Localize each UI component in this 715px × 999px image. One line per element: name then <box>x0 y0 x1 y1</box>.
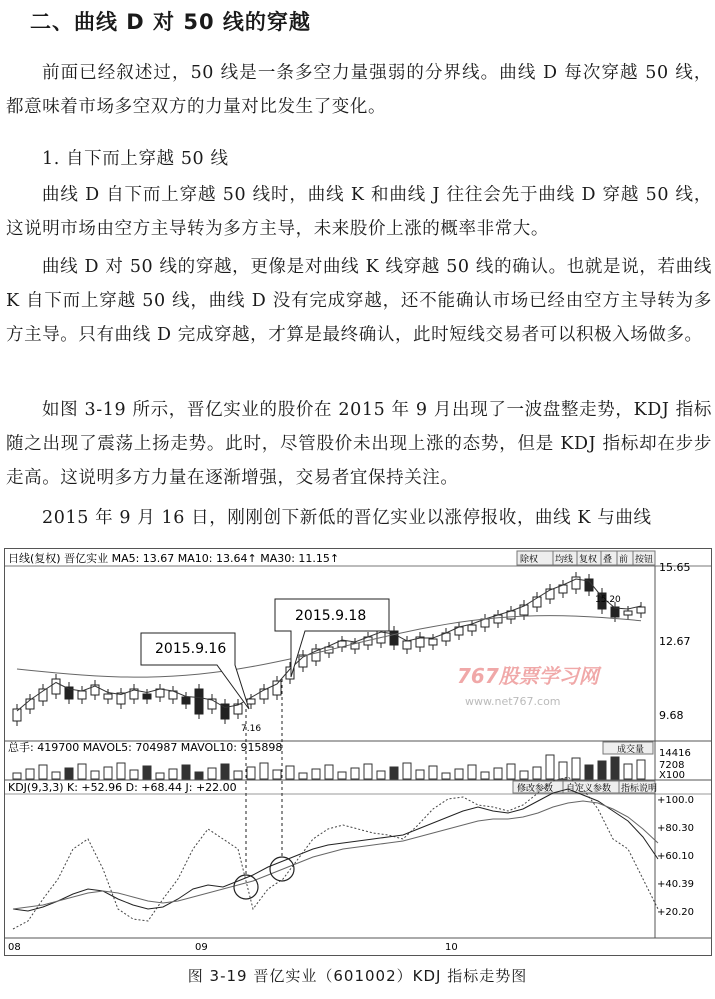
volume-bar <box>572 758 580 779</box>
volume-bar <box>39 765 47 779</box>
x-label-09: 09 <box>195 942 208 953</box>
stock-chart-figure <box>4 548 712 956</box>
figure-caption: 图 3-19 晋亿实业（601002）KDJ 指标走势图 <box>187 967 528 985</box>
volume-tick-1: 14416 <box>659 748 691 759</box>
price-header: 日线(复权) 晋亿实业 MA5: 13.67 MA10: 13.64↑ MA30: 11.15↑ <box>8 552 340 565</box>
volume-bar <box>455 769 463 779</box>
volume-bar <box>338 772 346 779</box>
x-label-08: 08 <box>8 942 21 953</box>
volume-bar <box>546 755 554 779</box>
volume-bar <box>169 769 177 779</box>
volume-bar <box>520 771 528 779</box>
volume-bar <box>299 773 307 779</box>
paragraph-2: 曲线 D 自下而上穿越 50 线时，曲线 K 和曲线 J 往往会先于曲线 D 穿越 50 线，这说明市场由空方主导转为多方主导，未来股价上涨的概率非常大。 <box>6 185 712 239</box>
volume-tick-2: 7208 <box>659 760 685 771</box>
volume-bar <box>130 770 138 779</box>
volume-bar <box>637 760 645 779</box>
volume-header: 总手: 419700 MAVOL5: 704987 MAVOL10: 915898 <box>8 741 283 754</box>
low-label: 7.16 <box>241 724 262 734</box>
volume-bar <box>416 770 424 779</box>
candle-body <box>637 607 645 613</box>
candle-body <box>429 639 437 645</box>
volume-bar <box>442 773 450 779</box>
section-heading: 二、曲线 D 对 50 线的穿越 <box>30 10 311 34</box>
kdj-tick-40: +40.39 <box>657 879 695 890</box>
volume-bars <box>13 755 645 779</box>
volume-bar <box>468 765 476 779</box>
volume-bar <box>247 767 255 779</box>
volume-bar <box>182 765 190 779</box>
volume-bar <box>624 764 632 779</box>
kdj-btn-custom[interactable]: 自定义参数 <box>566 784 612 794</box>
volume-bar <box>208 768 216 779</box>
volume-bar <box>507 764 515 779</box>
price-tick-low: 9.68 <box>659 709 684 722</box>
volume-bar <box>65 768 73 779</box>
toolbar-btn-2[interactable]: 均线 <box>555 555 574 565</box>
kdj-tick-80: +80.30 <box>657 823 695 834</box>
cross-circle-9-16 <box>234 875 258 899</box>
callout-9-16-text: 2015.9.16 <box>155 641 227 657</box>
volume-bar <box>585 765 593 779</box>
kdj-tick-60: +60.10 <box>657 851 695 862</box>
volume-bar <box>104 767 112 779</box>
volume-bar <box>403 763 411 779</box>
volume-bar <box>117 763 125 779</box>
kdj-tick-100: +100.0 <box>657 795 695 806</box>
volume-button[interactable]: 成交量 <box>617 745 645 755</box>
candle-body <box>52 679 60 694</box>
volume-bar <box>286 766 294 779</box>
price-tick-high: 15.65 <box>659 561 691 574</box>
volume-bar <box>598 761 606 779</box>
high-label: 15.20 <box>595 595 621 605</box>
kdj-header: KDJ(9,3,3) K: +52.96 D: +68.44 J: +22.00 <box>8 781 237 794</box>
volume-bar <box>377 771 385 779</box>
toolbar-btn-1[interactable]: 除权 <box>520 555 539 565</box>
toolbar <box>517 551 655 565</box>
watermark-logo: 767股票学习网 <box>457 664 599 688</box>
volume-bar <box>156 773 164 779</box>
candle-body <box>273 681 281 695</box>
kdj-tick-20: +20.20 <box>657 907 695 918</box>
volume-bar <box>195 772 203 779</box>
toolbar-btn-6[interactable]: 按钮 <box>635 555 654 565</box>
candle-body <box>195 689 203 714</box>
chart-svg <box>5 549 711 955</box>
callout-9-18-text: 2015.9.18 <box>295 608 367 624</box>
volume-bar <box>390 767 398 779</box>
volume-bar <box>481 772 489 779</box>
candle-body <box>143 694 151 699</box>
volume-bar <box>13 773 21 779</box>
volume-bar <box>429 766 437 779</box>
volume-bar <box>364 764 372 779</box>
volume-bar <box>234 771 242 779</box>
paragraph-4: 如图 3-19 所示，晋亿实业的股价在 2015 年 9 月出现了一波盘整走势，KDJ 指标随之出现了震荡上扬走势。此时，尽管股价未出现上涨的态势，但是 KDJ 指标却在步步走高。这说明多方力量在逐渐增强，交易者宜保持关注。 <box>6 400 712 488</box>
toolbar-btn-4[interactable]: 叠 <box>603 555 613 565</box>
paragraph-5: 2015 年 9 月 16 日，刚刚创下新低的晋亿实业以涨停报收，曲线 K 与曲线 <box>42 508 652 528</box>
kdj-j-line <box>13 777 658 929</box>
volume-bar <box>260 763 268 779</box>
candle-body <box>403 641 411 649</box>
price-tick-mid: 12.67 <box>659 635 691 648</box>
volume-bar <box>494 768 502 779</box>
candle-body <box>78 691 86 699</box>
watermark-url: www.net767.com <box>465 695 561 708</box>
toolbar-btn-5[interactable]: 前 <box>619 555 629 565</box>
volume-bar <box>52 772 60 779</box>
kdj-d-line <box>13 801 658 909</box>
candle-body <box>624 611 632 615</box>
x-label-10: 10 <box>445 942 458 953</box>
volume-tick-3: X100 <box>659 770 685 781</box>
volume-bar <box>78 764 86 779</box>
volume-bar <box>91 771 99 779</box>
candle-body <box>468 625 476 631</box>
volume-bar <box>273 770 281 779</box>
kdj-k-line <box>13 789 658 911</box>
volume-bar <box>325 765 333 779</box>
volume-bar <box>559 762 567 779</box>
volume-bar <box>221 764 229 779</box>
volume-bar <box>351 768 359 779</box>
toolbar-btn-3[interactable]: 复权 <box>579 555 598 565</box>
volume-bar <box>312 769 320 779</box>
kdj-btn-help[interactable]: 指标说明 <box>621 784 658 794</box>
volume-bar <box>611 757 619 779</box>
candle-body <box>104 694 112 699</box>
paragraph-1: 前面已经叙述过，50 线是一条多空力量强弱的分界线。曲线 D 每次穿越 50 线，都意味着市场多空双方的力量对比发生了变化。 <box>6 63 712 117</box>
subheading-1: 1. 自下而上穿越 50 线 <box>42 149 229 169</box>
candle-body <box>182 697 190 704</box>
paragraph-3: 曲线 D 对 50 线的穿越，更像是对曲线 K 线穿越 50 线的确认。也就是说，若曲线 K 自下而上穿越 50 线，曲线 D 没有完成穿越，还不能确认市场已经由空方主导转为多方主导。只有曲线 D 完成穿越，才算是最终确认，此时短线交易者可以积极入场做多。 <box>6 257 712 345</box>
kdj-btn-modify[interactable]: 修改参数 <box>517 784 554 794</box>
volume-bar <box>143 766 151 779</box>
candle-body <box>247 699 255 704</box>
volume-bar <box>26 769 34 779</box>
volume-bar <box>533 767 541 779</box>
